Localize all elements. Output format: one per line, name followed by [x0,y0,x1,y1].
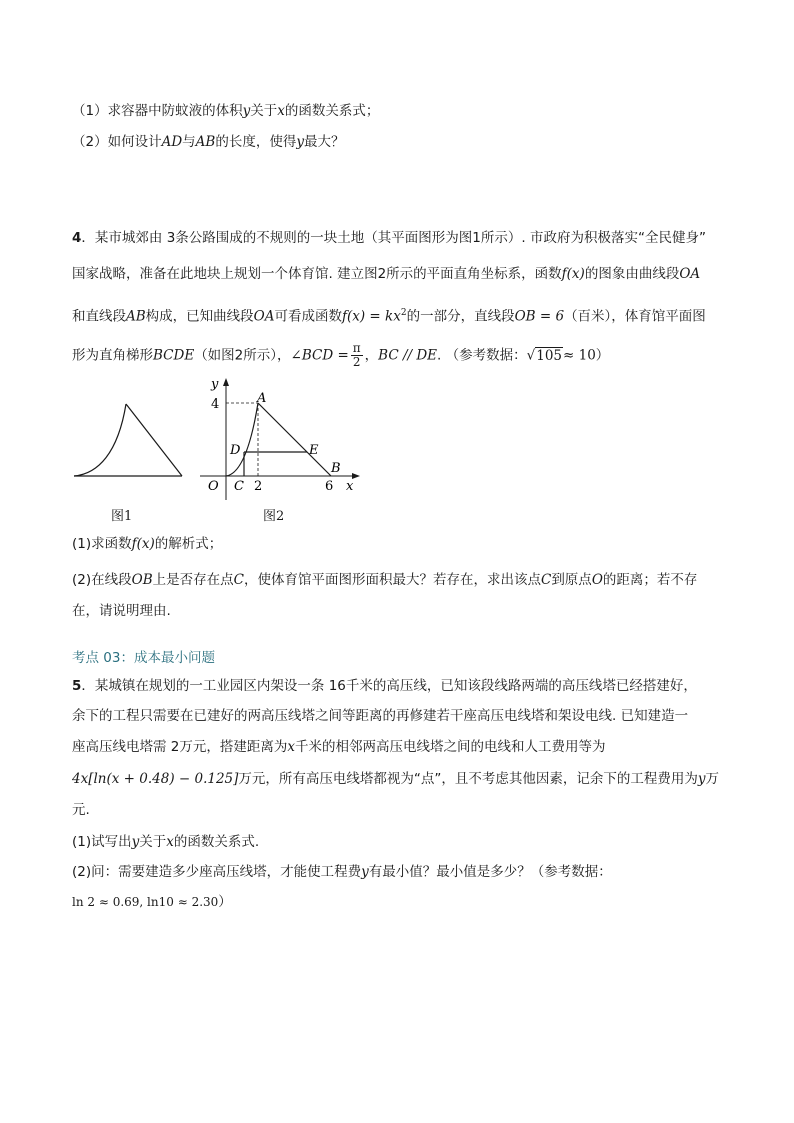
angle-bcd: ∠BCD = [290,347,349,364]
label-y: y [211,377,219,392]
text: 千米的相邻两高压电线塔之间的电线和人工费用等为 [295,739,606,755]
function-kx2: f(x) = kx [342,308,401,325]
radicand: 105 [536,347,563,364]
text: 万元，所有高压电线塔都视为“点”，且不考虑其他因素，记余下的工程费用为 [238,771,698,787]
segment-oa: OA [253,308,275,325]
label-4: 4 [211,397,220,412]
segment-ob: OB [131,572,153,588]
section-heading [72,648,215,668]
q5-line2 [72,706,688,726]
line-ab [126,404,182,476]
figure2-coordinate-diagram [196,376,366,504]
figure1-land-shape [68,398,188,482]
figure1-caption: 图1 [111,509,133,524]
text: 余下的工程只需要在已建好的两高压线塔之间等距离的再修建若干座高压电线塔和架设电线. 已知建造一 [72,708,689,724]
q5-text: ．某城镇在规划的一工业园区内架设一条 16千米的高压线，已知该段线路两端的高压线塔已经搭建好， [81,678,697,694]
q3-part2 [72,132,344,152]
q3-part2-text: （2）如何设计 [72,134,162,150]
var-x: x [166,834,174,850]
text: 万 [705,771,720,787]
q4-text: ．某市城郊由 3条公路围成的不规则的一块土地（其平面图形为图1所示）. 市政府为积极落实“全民健身” [81,230,706,246]
text: 在，请说明理由. [72,603,171,619]
text: . （参考数据： [437,347,527,364]
q4-sub2 [72,570,697,590]
numerator: π [352,341,361,355]
var-y: y [296,134,304,150]
q4-sub2-cont [72,601,171,621]
text: 的图象由曲线段 [584,266,680,282]
text: 国家战略，准备在此地块上规划一个体育馆. 建立图2所示的平面直角坐标系，函数 [72,266,562,282]
q4-line2 [72,264,700,284]
var-y: y [697,771,706,787]
label-6: 6 [325,479,334,494]
label-2: 2 [254,479,263,494]
q4-line4 [72,342,609,369]
label-x: x [346,479,354,494]
text: 的函数关系式； [284,103,380,119]
q5-line3 [72,737,606,757]
function-fx: f(x) [561,266,585,282]
q5-sub2-ref [72,892,232,912]
label-b: B [331,461,341,476]
q5-line1 [72,676,697,696]
text: 的函数关系式. [173,834,260,850]
segment-ad: AD [161,134,183,150]
text: （百米），体育馆平面图 [564,308,706,325]
q5-sub2 [72,862,612,882]
q4-line1 [72,228,706,248]
q5-line5 [72,800,90,820]
text: 有最小值？最小值是多少？（参考数据： [368,864,612,880]
label-e: E [309,443,319,458]
text: 的长度，使得 [215,134,297,150]
q3-part1-text: （1）求容器中防蚊液的体积 [72,103,243,119]
text: (2)在线段 [72,572,132,588]
point-c: C [233,572,244,588]
text: 可看成函数 [274,308,342,325]
sqrt-105: √105 [526,347,563,364]
q3-part1 [72,101,379,121]
text: ，使体育馆平面图形面积最大？若存在，求出该点 [243,572,541,588]
label-c: C [234,479,244,494]
figure2-caption: 图2 [263,509,285,524]
text: (1)试写出 [72,834,132,850]
fraction-pi-over-2 [351,342,363,369]
point-o: O [591,572,603,588]
text: 的解析式； [154,536,223,552]
text: 关于 [139,834,167,850]
segment-ab: AB [195,134,216,150]
q4-line3 [72,303,706,327]
q5-sub1 [72,832,259,852]
text: 元. [72,802,90,818]
denominator: 2 [352,355,361,369]
text: 到原点 [551,572,592,588]
function-fx: f(x) [131,536,155,552]
point-c: C [540,572,552,588]
label-d: D [230,443,241,458]
question-number: 5 [72,678,82,694]
curve-oa [226,403,258,476]
text: 上是否存在点 [152,572,234,588]
equation-ob: OB = 6 [514,308,565,325]
text: 的一部分，直线段 [406,308,515,325]
text: ， [364,347,379,364]
var-x: x [287,739,296,755]
text: 形为直角梯形 [72,347,153,364]
text: 最大？ [303,134,345,150]
text: 的距离；若不存 [602,572,698,588]
text: 关于 [250,103,278,119]
q5-line4 [72,769,719,789]
parallel-bc-de: BC // DE [378,347,438,364]
y-axis-arrow [223,378,229,386]
exponent: 2 [400,308,407,318]
reference-data: ln 2 ≈ 0.69, ln10 ≈ 2.30 [72,895,219,909]
section-label: 考点 03：成本最小问题 [72,650,215,666]
q4-sub1 [72,534,222,554]
text: 构成，已知曲线段 [145,308,254,325]
segment-ab: AB [126,308,146,325]
text: (1)求函数 [72,536,132,552]
question-number: 4 [72,230,82,246]
text: （如图2所示）， [194,347,291,364]
line-ab [258,403,331,476]
var-y: y [131,834,140,850]
var-x: x [277,103,285,119]
text: 和直线段 [72,308,126,325]
segment-oa: OA [679,266,701,282]
label-a: A [257,391,267,406]
var-y: y [242,103,251,119]
approx-10: ≈ 10 [563,347,596,364]
text: ） [595,347,610,364]
trapezoid-bcde: BCDE [153,347,195,364]
text: 与 [182,134,196,150]
text: ） [218,894,232,910]
label-o: O [208,479,219,494]
cost-formula: 4x[ln(x + 0.48) − 0.125] [72,771,239,787]
text: (2)问：需要建造多少座高压线塔，才能使工程费 [72,864,362,880]
curve-oa [74,404,126,476]
text: 座高压线电塔需 2万元，搭建距离为 [72,739,288,755]
var-y: y [361,864,369,880]
